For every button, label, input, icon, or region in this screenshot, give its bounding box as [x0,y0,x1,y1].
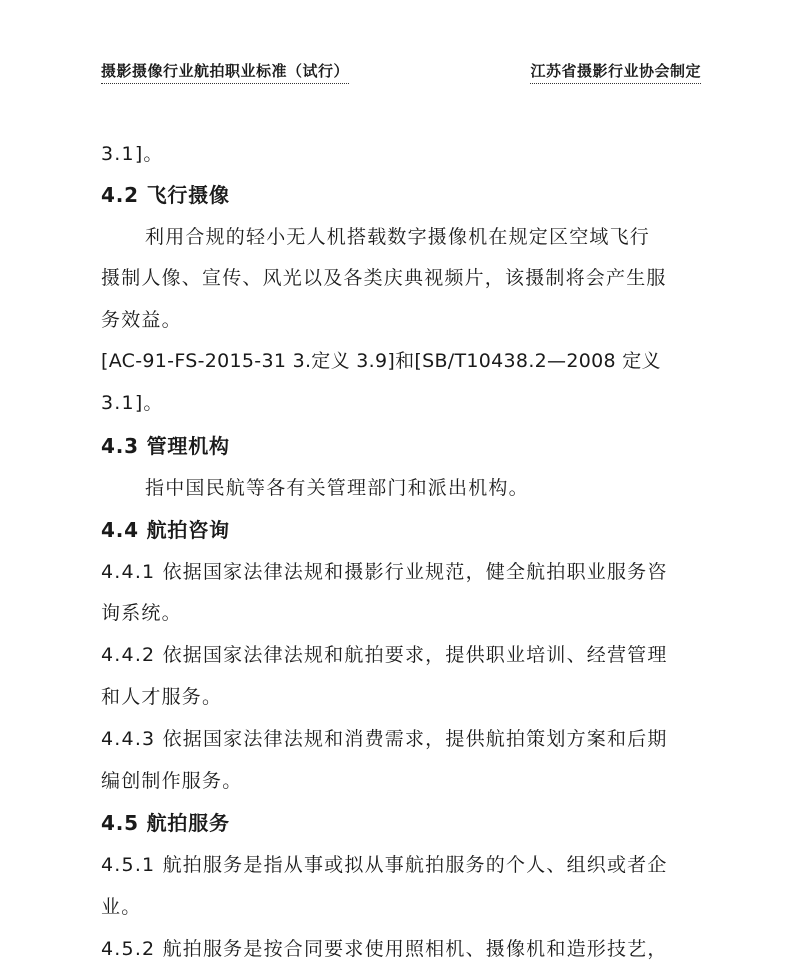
clause-4-4-3-line: 编创制作服务。 [101,770,243,792]
clause-4-5-1-line: 4.5.1 航拍服务是指从事或拟从事航拍服务的个人、组织或者企 [101,854,668,876]
clause-4-4-1-line: 4.4.1 依据国家法律法规和摄影行业规范，健全航拍职业服务咨 [101,561,668,583]
section-heading-4-4: 4.4 航拍咨询 [101,518,230,542]
paragraph-line: 指中国民航等各有关管理部门和派出机构。 [145,477,529,499]
clause-4-4-2-line: 4.4.2 依据国家法律法规和航拍要求，提供职业培训、经营管理 [101,644,668,666]
clause-4-5-1-line: 业。 [101,896,142,918]
clause-4-4-3-line: 4.4.3 依据国家法律法规和消费需求，提供航拍策划方案和后期 [101,728,668,750]
paragraph-text: 利用合规的轻小无人机搭载数字摄像机在规定区空域飞行 [145,226,651,248]
page-header [101,58,701,82]
paragraph-line [145,223,701,251]
paragraph-line: 摄制人像、宣传、风光以及各类庆典视频片，该摄制将会产生服 [101,267,667,289]
header-standard-title: 摄影摄像行业航拍职业标准（试行） [101,60,349,84]
reference-line: [AC-91-FS-2015-31 3.定义 3.9]和[SB/T10438.2—2008 定义 [101,350,661,372]
clause-4-4-2-line: 和人才服务。 [101,686,223,708]
clause-4-5-2-line: 4.5.2 航拍服务是按合同要求使用照相机、摄像机和造形技艺， [101,938,668,960]
reference-line: 3.1]。 [101,392,164,414]
clause-4-4-1-line: 询系统。 [101,602,182,624]
section-heading-4-3: 4.3 管理机构 [101,434,230,458]
section-heading-4-5: 4.5 航拍服务 [101,811,230,835]
header-publisher: 江苏省摄影行业协会制定 [530,60,701,84]
text-line: 3.1]。 [101,143,164,165]
section-heading-4-2: 4.2 飞行摄像 [101,183,230,207]
paragraph-line: 务效益。 [101,309,182,331]
